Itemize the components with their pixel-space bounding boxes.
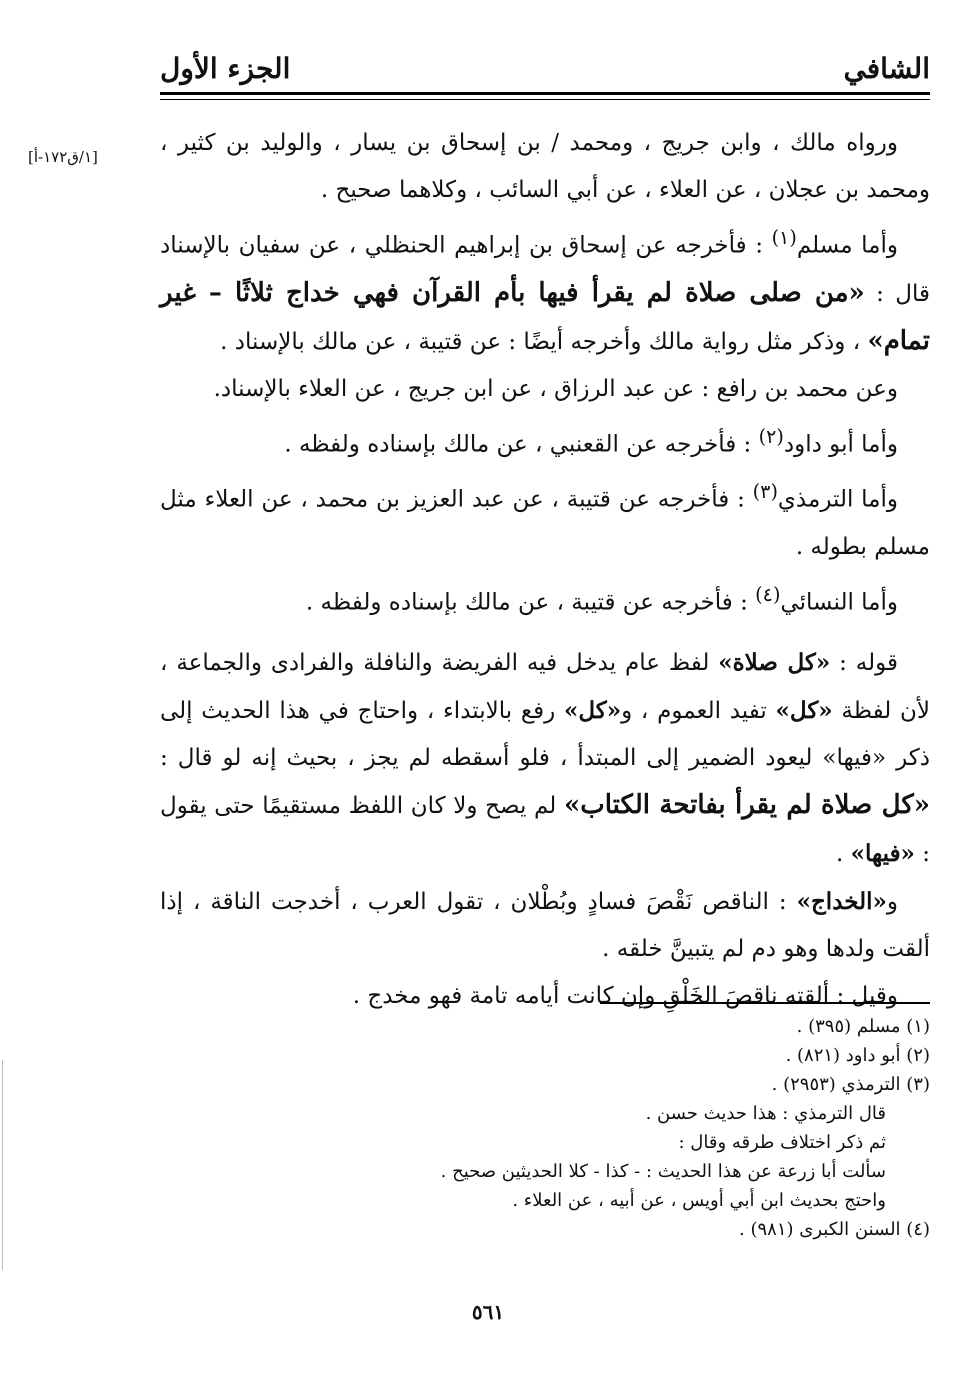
scan-edge-line [2,1060,3,1270]
page-number: ٥٦١ [471,1300,505,1324]
footnotes [160,1012,930,1244]
footnote-3-line-4: واحتج بحديث ابن أبي أويس ، عن أبيه ، عن العلاء . [512,1190,886,1211]
footnote-3-line-3: سألت أبا زرعة عن هذا الحديث : - كذا - كلا الحديثين صحيح . [440,1161,886,1182]
footnote-2: (٢) أبو داود (٨٢١) . [785,1045,930,1066]
paragraph-ibn-rafi: وعن محمد بن رافع : عن عبد الرزاق ، عن ابن جريج ، عن العلاء بالإسناد. [213,375,898,402]
main-text [160,120,930,1020]
header-rule-thin [160,99,930,100]
volume-title: الجزء الأول [160,52,291,85]
page-header [160,52,930,96]
footnote-3: (٣) الترمذي (٢٩٥٣) . [771,1074,930,1095]
paragraph-nasai: وأما النسائي$^{(٤)}$ : فأخرجه عن قتيبة ، عن مالك بإسناده ولفظه . [305,582,898,616]
paragraph-1: ورواه مالك ، وابن جريج ، ومحمد / بن إسحاق بن يسار ، والوليد بن كثير ، ومحمد بن عجلان ، عن العلاء ، عن أبي السائب ، وكلاهما صحيح . [160,130,930,203]
paragraph-abu-dawud: وأما أبو داود$^{(٢)}$ : فأخرجه عن القعنبي ، عن مالك بإسناده ولفظه . [284,424,898,458]
header-rule-thick [160,92,930,95]
book-title: الشافي [843,52,930,85]
footnote-3-line-1: قال الترمذي : هذا حديث حسن . [645,1103,886,1124]
paragraph-muslim: وأما مسلم$^{(١)}$ : فأخرجه عن إسحاق بن إبراهيم الحنظلي ، عن سفيان بالإسناد قال : «من صلى صلاة لم يقرأ فيها بأم القرآن فهي خداج ثلاثًا – غير تمام» ، وذكر مثل رواية مالك وأخرجه أيضًا : عن قتيبة ، عن مالك بالإسناد . [160,226,930,356]
footnote-3-line-2: ثم ذكر اختلاف طرقه وقال : [678,1132,886,1153]
footnote-ref-2: (٢) [758,424,784,448]
manuscript-folio-note: [١/ق١٧٢-أ] [28,148,98,166]
footnote-ref-3: (٣) [752,480,778,504]
commentary-paragraph-3: وقيل : ألقته ناقصَ الخَلْقِ وإن كانت أيامه تامة فهو مخدج . [352,982,898,1009]
commentary-paragraph-1: قوله : «كل صلاة» لفظ عام يدخل فيه الفريضة والنافلة والفرادى والجماعة ، لأن لفظة «كل» تفيد العموم ، و«كل» رفع بالابتداء ، واحتاج في هذا الحديث إلى ذكر «فيها» ليعود الضمير إلى المبتدأ ، فلو أسقطه لم يجز ، بحيث إنه لو قال : «كل صلاة لم يقرأ بفاتحة الكتاب» لم يصح ولا كان اللفظ مستقيمًا حتى يقول : «فيها» . [160,648,930,867]
footnote-4: (٤) السنن الكبرى (٩٨١) . [739,1219,930,1240]
footnote-ref-4: (٤) [755,582,781,606]
hadith-text: «من صلى صلاة لم يقرأ فيها بأم القرآن فهي خداج ثلاثًا – غير تمام» [160,277,930,356]
footnote-1: (١) مسلم (٣٩٥) . [796,1016,930,1037]
commentary-paragraph-2: و«الخداج» : الناقص نَقْصَ فسادٍ وبُطْلان ، تقول العرب ، أخدجت الناقة ، إذا ألقت ولدها وهو دم لم يتبينَّ خلقه . [160,887,930,962]
footnote-ref-1: (١) [771,226,797,249]
paragraph-tirmidhi: وأما الترمذي$^{(٣)}$ : فأخرجه عن قتيبة ، عن عبد العزيز بن محمد ، عن العلاء مثل مسلم بطوله . [160,480,930,560]
footnote-separator [600,1002,930,1004]
